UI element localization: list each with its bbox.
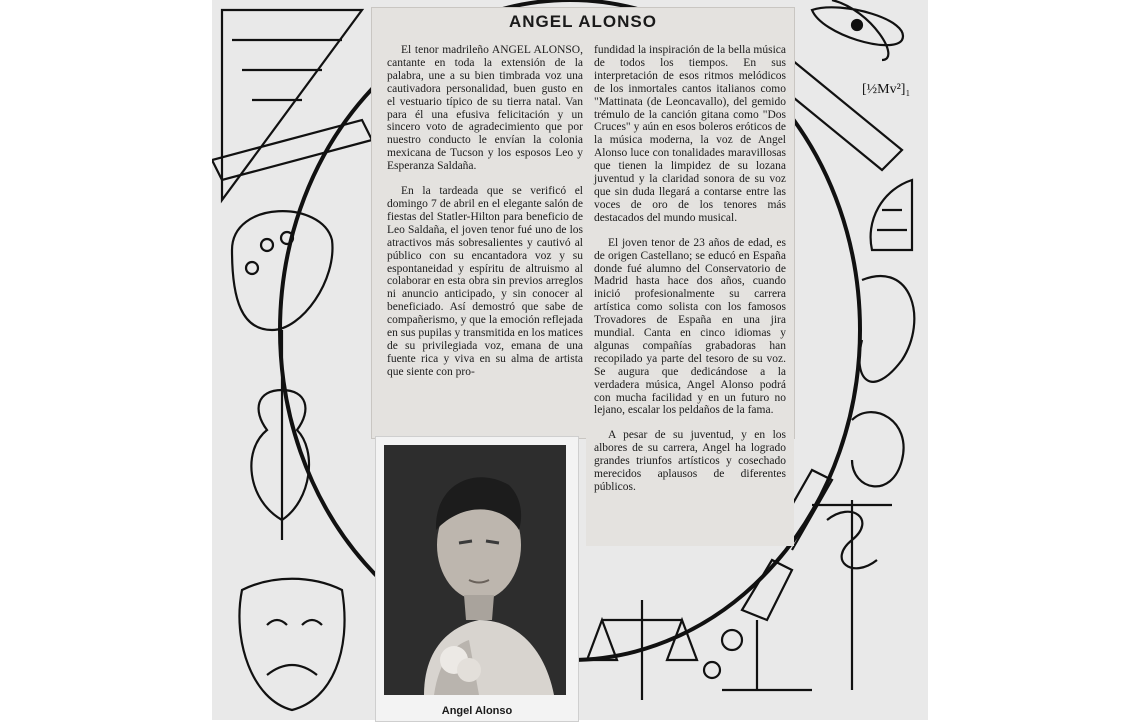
scales-drawing bbox=[587, 600, 697, 700]
formula-text: [½Mv²]₁ bbox=[862, 82, 911, 97]
mask-drawing bbox=[239, 579, 344, 710]
article-headline: ANGEL ALONSO bbox=[508, 12, 657, 31]
portrait-photo bbox=[384, 445, 566, 695]
article-paragraph: fundidad la inspiración de la bella música de todos los tiempos. En sus interpretación de esos ritmos melódicos de los inmortales cantos italianos como "Mattinata (de Leoncavallo), del gemido trémulo de la canción gitana como "Dos Cruces" y aún en esos boleros eróticos de la música moderna, la voz de Angel Alonso luce con tonalidades maravillosas que tienen la limpidez de su lozana juventud y la claridad sonora de su voz que sin duda llegará a contarse entre las voces de oro de los tenores más destacados del mundo musical. bbox=[594, 44, 786, 224]
protractor-drawing bbox=[871, 180, 912, 250]
photo-caption: Angel Alonso bbox=[441, 705, 513, 717]
plant-drawing bbox=[859, 276, 914, 382]
article-paragraph: El tenor madrileño ANGEL ALONSO, cantante en toda la extensión de la palabra, une a su bien timbrada voz una cautivadora personalidad, buen gusto en el vestuario típico de su tierra natal. Van para él una efusiva felicitación y un sincero voto de agradecimiento que por nuestro conducto le envían la colonia mexicana de Tucson y los esposos Leo y Esperanza Saldaña. bbox=[387, 44, 583, 173]
microscope-drawing bbox=[722, 560, 812, 690]
t-square-drawing bbox=[212, 120, 372, 180]
triangle-ruler-drawing bbox=[222, 10, 362, 200]
portrait-photo-frame bbox=[375, 436, 579, 722]
article-paragraph: A pesar de su juventud, y en los albores de su carrera, Angel ha logrado grandes triunfos artísticos y cosechado merecidos aplausos de diferentes públicos. bbox=[594, 429, 786, 493]
article-right-column bbox=[594, 44, 786, 506]
article-paragraph: El joven tenor de 23 años de edad, es de origen Castellano; se educó en España donde fué alumno del Conservatorio de Madrid hasta hace dos años, cuando inició profesionalmente su carrera artística como solista con los famosos Trovadores de España en una jira mundial. Canta en cinco idiomas y algunas compañías grabadoras han recopilado ya parte del tesoro de su voz. Se augura que dedicándose a la verdadera música, Angel Alonso podrá con mucha facilidad y en un futuro no lejano, escalar los peldaños de la fama. bbox=[594, 236, 786, 417]
article-paragraph: En la tardeada que se verificó el domingo 7 de abril en el elegante salón de fiestas del Statler-Hilton para beneficio de Leo Saldaña, el joven tenor fué uno de los atractivos más sobresalientes y cautivó al público con su encantadora voz y su espontaneidad y espíritu de altruismo al colaborar en esta obra sin previos arreglos ni anuncio anticipado, y sin conocer al beneficiado. Así demostró que sabe de compañerismo, y que la emoción reflejada en sus pupilas y transmitida en los matices de su privilegiada voz, emana de una fuente rica y viva en su alma de artista que siente con pro- bbox=[387, 185, 583, 378]
article-left-column bbox=[387, 44, 583, 391]
